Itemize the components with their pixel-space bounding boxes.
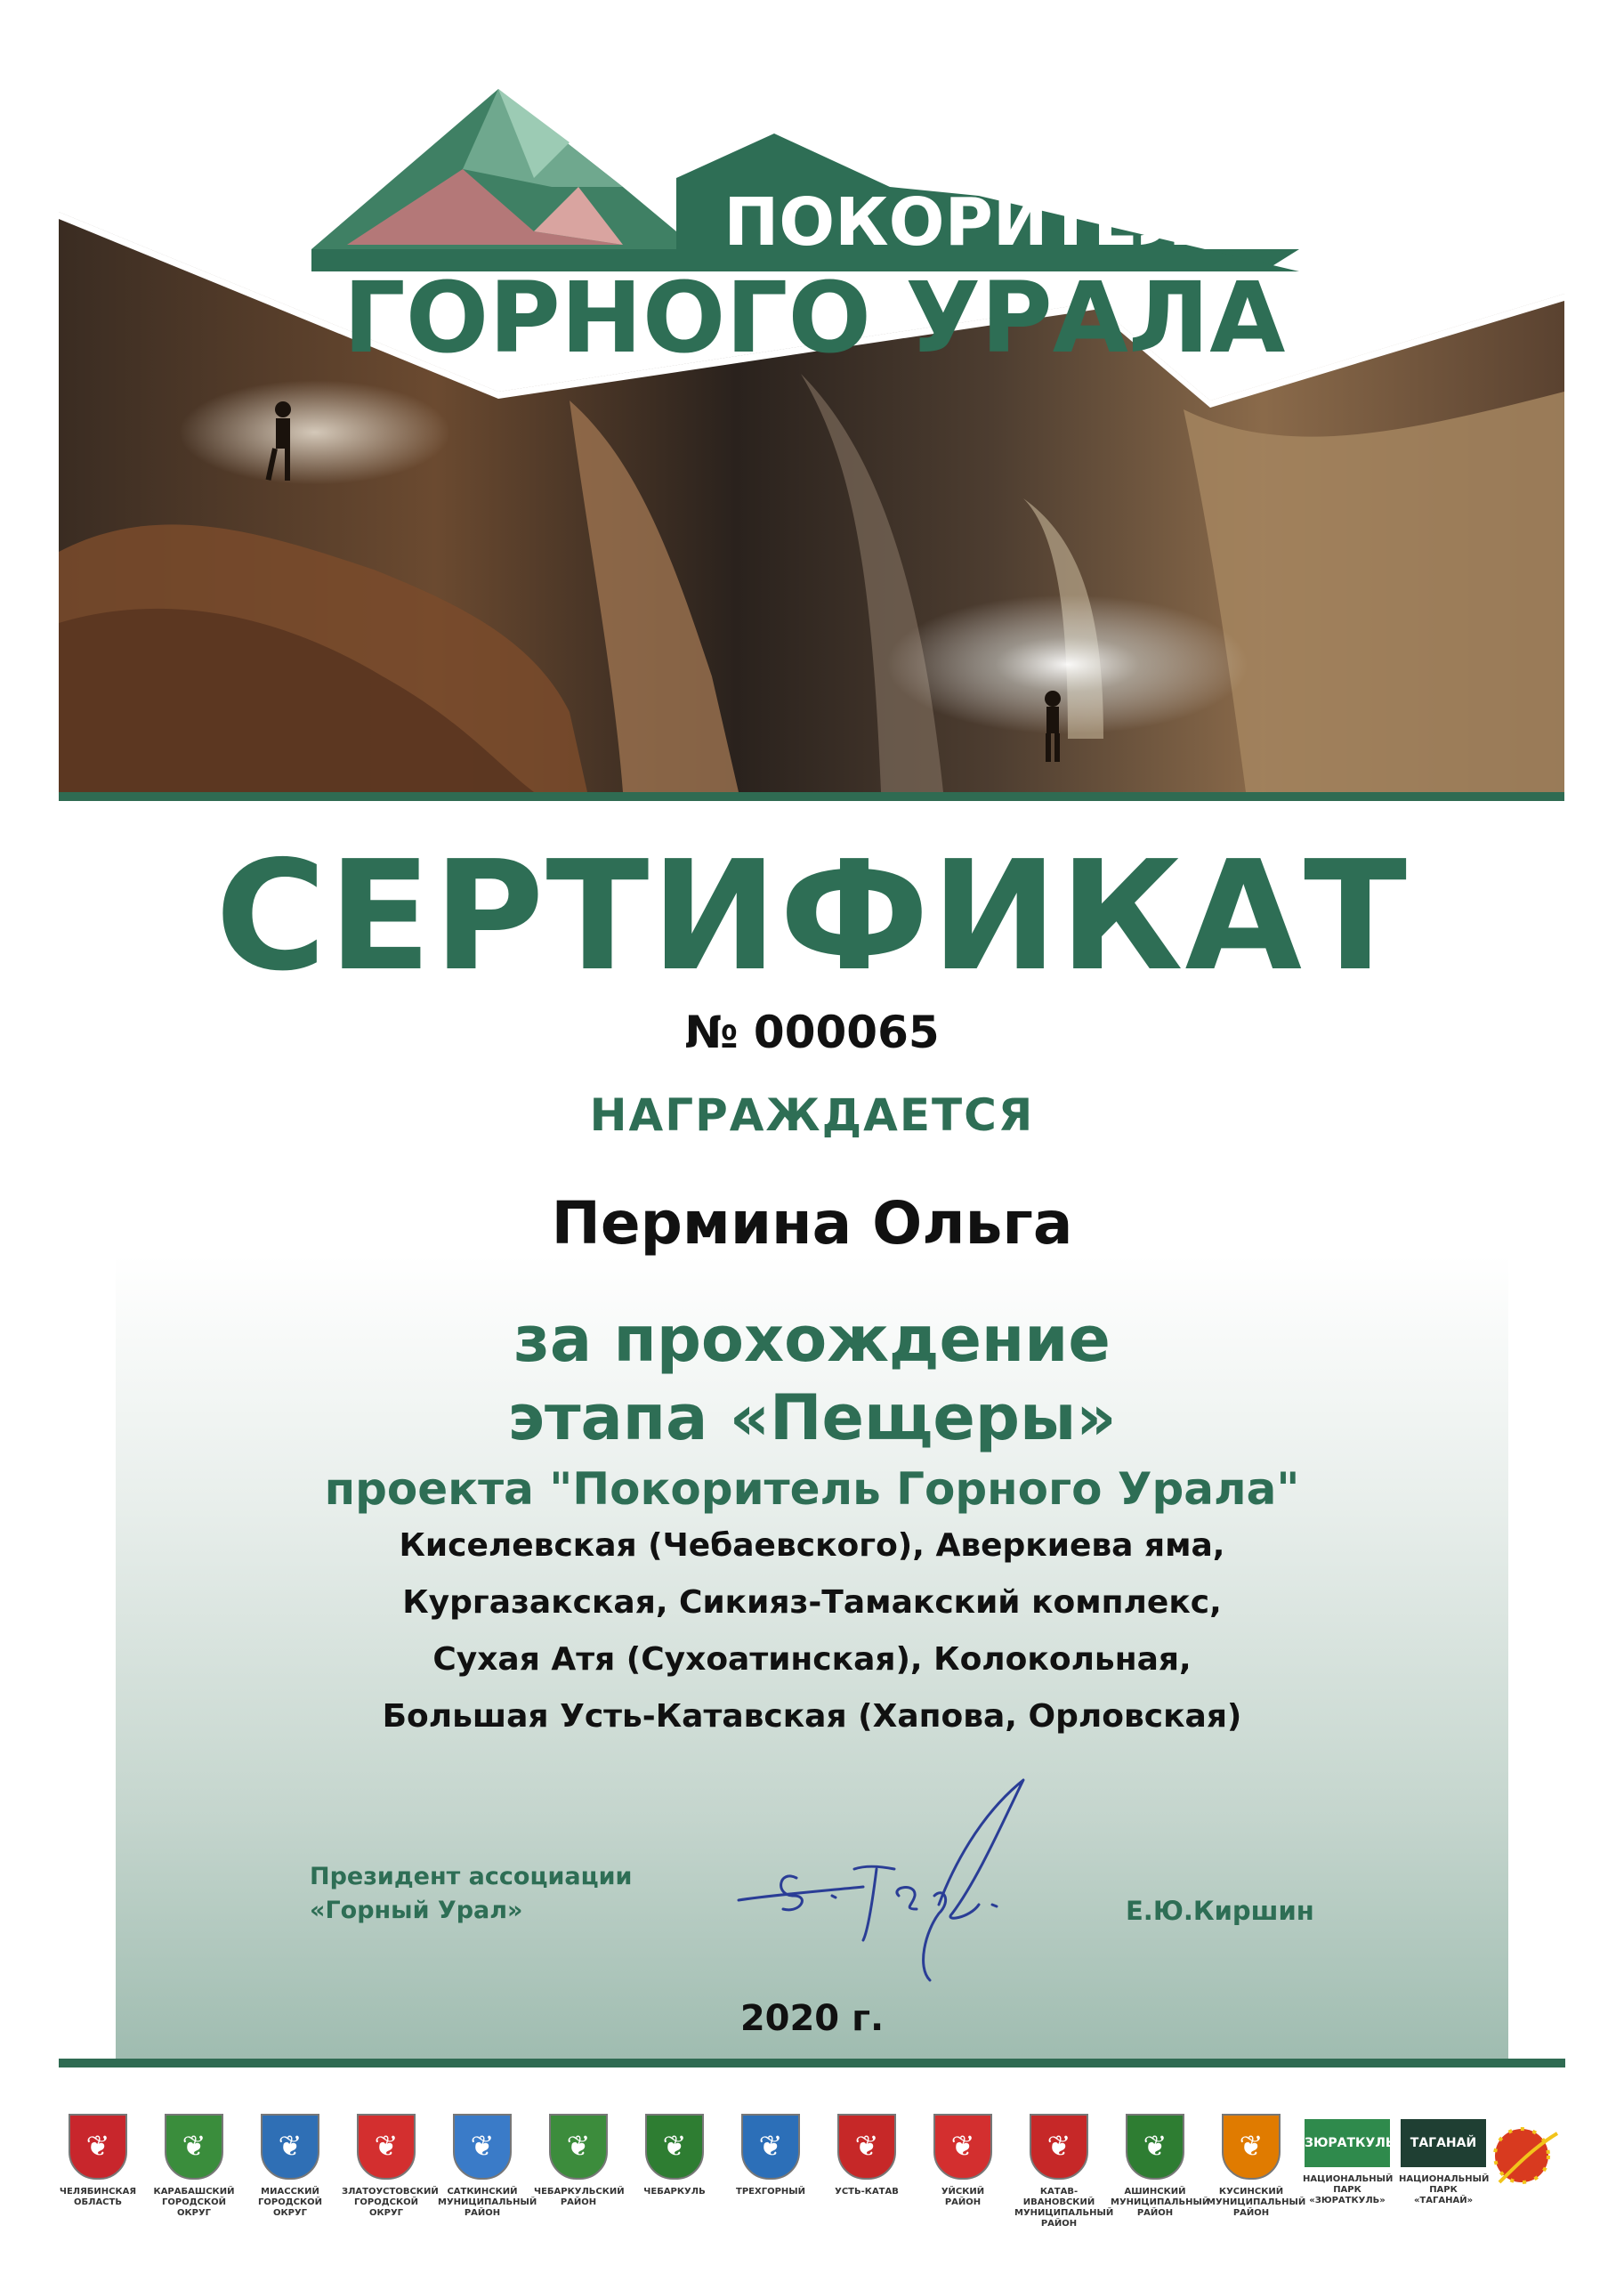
coat-of-arms-icon: ❦ <box>357 2114 416 2180</box>
partner-logos <box>53 2114 1584 2265</box>
star-logo <box>1482 2111 1562 2200</box>
partner-logo <box>822 2114 911 2197</box>
handwritten-signature <box>712 1762 1050 2003</box>
partner-logo <box>1014 2114 1114 2229</box>
partner-logo <box>342 2114 439 2219</box>
partner-logo-caption: САТКИНСКИЙ МУНИЦИПАЛЬНЫЙ РАЙОН <box>438 2187 537 2218</box>
partner-logo-caption: УЙСКИЙ РАЙОН <box>941 2187 985 2207</box>
partner-logo <box>630 2114 719 2197</box>
coat-of-arms-icon: ❦ <box>69 2114 127 2180</box>
coat-of-arms-icon: ❦ <box>645 2114 704 2180</box>
coat-of-arms-icon: ❦ <box>933 2114 992 2180</box>
signer-role-line: «Горный Урал» <box>310 1897 523 1924</box>
partner-logo-caption: МИАССКИЙ ГОРОДСКОЙ ОКРУГ <box>258 2187 322 2218</box>
partner-logo-caption: ЗЛАТОУСТОВСКИЙ ГОРОДСКОЙ ОКРУГ <box>342 2187 439 2218</box>
body-bottom-rule <box>59 2059 1565 2067</box>
partner-logo-caption: КАТАВ-ИВАНОВСКИЙ МУНИЦИПАЛЬНЫЙ РАЙОН <box>1014 2187 1114 2229</box>
cave-list-line: Киселевская (Чебаевского), Аверкиева яма, <box>399 1527 1225 1564</box>
partner-logo <box>1111 2114 1210 2219</box>
signer-role <box>310 1860 632 1928</box>
signer-role-line: Президент ассоциации <box>310 1863 633 1890</box>
brand-line-1: ПОКОРИТЕЛЬ <box>723 184 1243 261</box>
coat-of-arms-icon: ❦ <box>837 2114 896 2180</box>
partner-logo-caption: ЧЕБАРКУЛЬСКИЙ РАЙОН <box>534 2187 625 2207</box>
coat-of-arms-icon: ❦ <box>453 2114 512 2180</box>
coat-of-arms-icon: ❦ <box>165 2114 223 2180</box>
coat-of-arms-icon: ❦ <box>1222 2114 1281 2180</box>
certificate-title: СЕРТИФИКАТ <box>214 829 1410 1005</box>
partner-logo-caption: КУСИНСКИЙ МУНИЦИПАЛЬНЫЙ РАЙОН <box>1207 2187 1306 2218</box>
partner-logo-caption: ЧЕБАРКУЛЬ <box>643 2187 706 2197</box>
achievement-line-1: за прохождение <box>513 1303 1111 1376</box>
partner-logo-caption: НАЦИОНАЛЬНЫЙ ПАРК «ЗЮРАТКУЛЬ» <box>1303 2174 1394 2205</box>
partner-logo-caption: АШИНСКИЙ МУНИЦИПАЛЬНЫЙ РАЙОН <box>1111 2187 1210 2218</box>
park-logo-icon: ТАГАНАЙ <box>1401 2119 1486 2167</box>
partner-logo <box>246 2114 335 2219</box>
header-banner <box>0 0 1624 810</box>
awarded-label: НАГРАЖДАЕТСЯ <box>589 1089 1035 1141</box>
partner-logo <box>53 2114 142 2208</box>
partner-logo-caption: ТРЕХГОРНЫЙ <box>736 2187 805 2197</box>
partner-logo <box>1207 2114 1306 2219</box>
partner-logo <box>438 2114 537 2219</box>
partner-logo <box>918 2114 1007 2208</box>
cave-list <box>0 1517 1624 1745</box>
coat-of-arms-icon: ❦ <box>549 2114 608 2180</box>
project-name: проекта "Покоритель Горного Урала" <box>324 1463 1300 1515</box>
certificate-number: № 000065 <box>684 1007 940 1058</box>
park-logo-icon: ЗЮРАТКУЛЬ <box>1305 2119 1390 2167</box>
coat-of-arms-icon: ❦ <box>1030 2114 1088 2180</box>
coat-of-arms-icon: ❦ <box>1126 2114 1184 2180</box>
cave-list-line: Сухая Атя (Сухоатинская), Колокольная, <box>432 1641 1192 1678</box>
partner-logo-caption: ЧЕЛЯБИНСКАЯ ОБЛАСТЬ <box>59 2187 137 2207</box>
recipient-name: Пермина Ольга <box>551 1189 1073 1258</box>
partner-logo-caption: НАЦИОНАЛЬНЫЙ ПАРК «ТАГАНАЙ» <box>1399 2174 1490 2205</box>
partner-logo <box>534 2114 623 2208</box>
photo-bottom-rule <box>59 792 1564 801</box>
partner-logo <box>149 2114 238 2219</box>
coat-of-arms-icon: ❦ <box>741 2114 800 2180</box>
cave-list-line: Кургазакская, Сикияз-Тамакский комплекс, <box>402 1584 1222 1621</box>
partner-logo <box>726 2114 815 2197</box>
signer-name: Е.Ю.Киршин <box>1126 1896 1314 1926</box>
achievement-line-2: этапа «Пещеры» <box>507 1381 1117 1454</box>
partner-logo <box>1399 2114 1488 2206</box>
partner-logo <box>1303 2114 1395 2206</box>
partner-logo-caption: КАРАБАШСКИЙ ГОРОДСКОЙ ОКРУГ <box>153 2187 235 2218</box>
partner-logo-caption: УСТЬ-КАТАВ <box>835 2187 899 2197</box>
coat-of-arms-icon: ❦ <box>261 2114 319 2180</box>
cave-list-line: Большая Усть-Катавская (Хапова, Орловская) <box>382 1698 1242 1735</box>
brand-line-2: ГОРНОГО УРАЛА <box>343 261 1286 375</box>
certificate-year: 2020 г. <box>739 1998 885 2039</box>
